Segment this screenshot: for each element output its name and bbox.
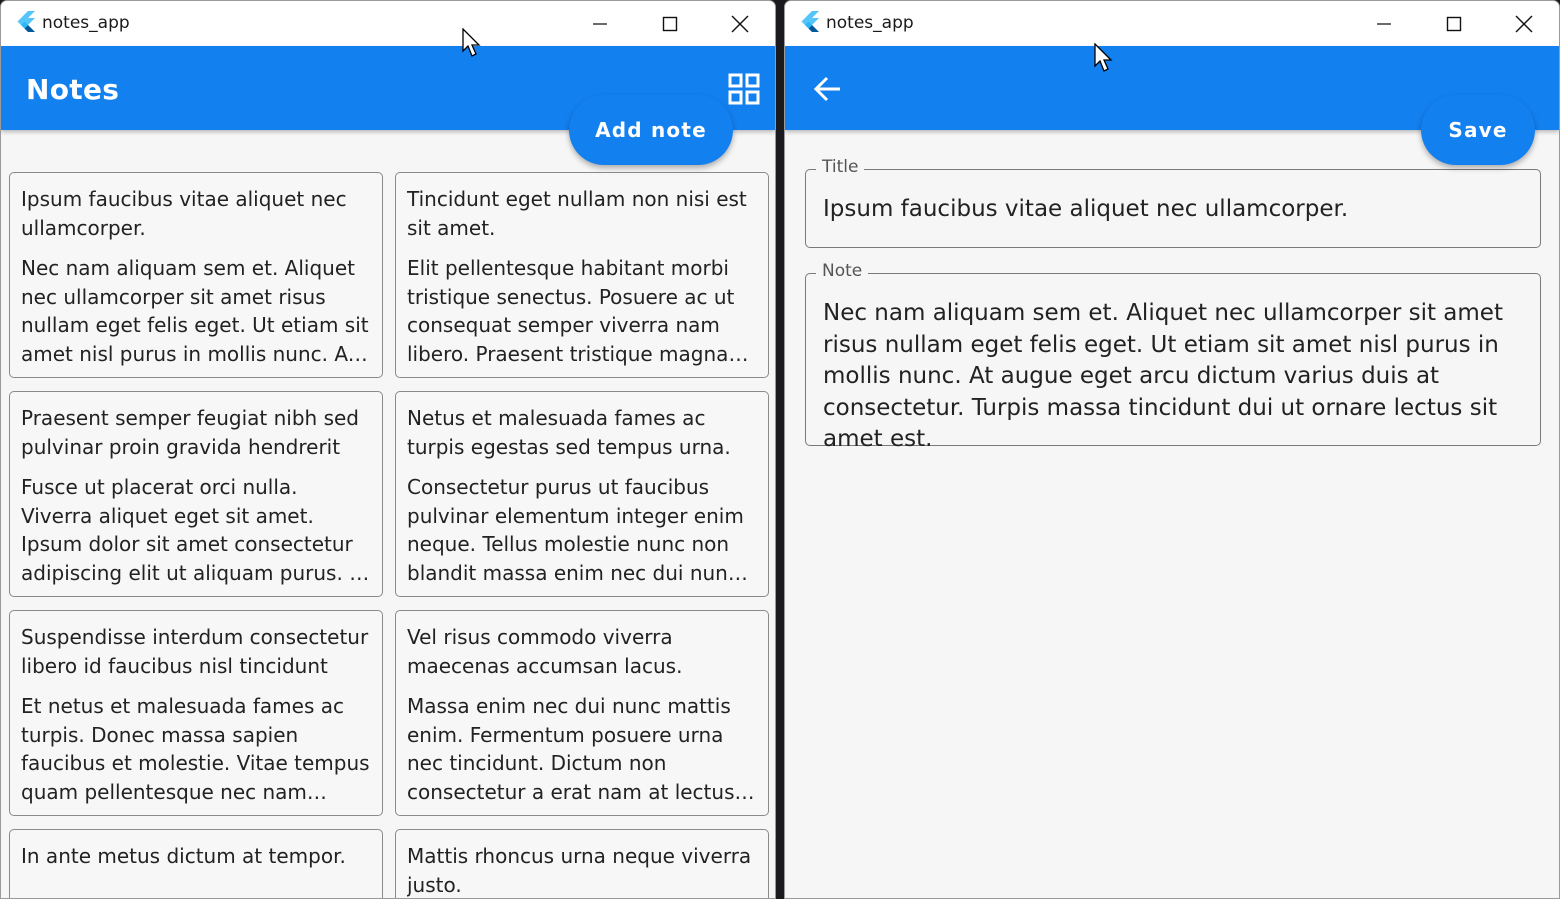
note-body: Consectetur purus ut faucibus pulvinar elementum integer enim neque. Tellus molestie nunc non blandit massa enim nec dui nunc. (407, 475, 746, 585)
maximize-button[interactable] (1419, 1, 1489, 46)
close-icon (731, 15, 749, 33)
note-title: In ante metus dictum at tempor. (21, 844, 346, 868)
note-card[interactable] (395, 172, 769, 378)
note-card[interactable] (9, 391, 383, 597)
back-arrow-icon[interactable] (813, 74, 843, 104)
mouse-cursor-icon (1094, 43, 1114, 73)
close-button[interactable] (1489, 1, 1559, 46)
note-card[interactable] (9, 829, 383, 899)
window-titlebar[interactable] (1, 1, 775, 46)
save-button[interactable]: Save (1421, 95, 1535, 165)
note-textarea[interactable]: Nec nam aliquam sem et. Aliquet nec ullamcorper sit amet risus nullam eget felis eget. Ut etiam sit amet nisl purus in mollis nunc. At augue eget arcu dictum varius duis at consectetur. Turpis massa tincidunt dui ut ornare lectus sit amet est. (823, 300, 1503, 452)
notes-list-window (0, 0, 776, 899)
note-body: Massa enim nec dui nunc mattis enim. Fermentum posuere urna nec tincidunt. Dictum non consectetur a erat nam at lectus (407, 694, 735, 804)
note-card[interactable] (9, 610, 383, 816)
minimize-button[interactable] (565, 1, 635, 46)
note-editor-window (784, 0, 1560, 899)
note-title: Netus et malesuada fames ac turpis egestas sed tempus urna. (407, 406, 731, 459)
note-field-label: Note (816, 261, 868, 281)
title-field[interactable] (805, 157, 1541, 248)
note-field[interactable] (805, 261, 1541, 452)
maximize-button[interactable] (635, 1, 705, 46)
page-title: Notes (26, 73, 120, 106)
note-title: Mattis rhoncus urna neque viverra justo. (407, 844, 752, 897)
window-titlebar[interactable] (785, 1, 1559, 46)
note-title: Ipsum faucibus vitae aliquet nec ullamcorper. (21, 187, 347, 240)
note-body: Et netus et malesuada fames ac turpis. Donec massa sapien faucibus et molestie. Vitae tempus quam pellentesque nec nam (21, 694, 370, 804)
window-title: notes_app (826, 13, 914, 33)
title-input[interactable]: Ipsum faucibus vitae aliquet nec ullamcorper. (823, 196, 1349, 222)
close-button[interactable] (705, 1, 775, 46)
note-title: Tincidunt eget nullam non nisi est sit amet. (407, 187, 747, 240)
title-field-label: Title (816, 157, 864, 177)
note-card[interactable] (395, 391, 769, 597)
flutter-logo-icon (799, 11, 821, 35)
maximize-icon (662, 16, 678, 32)
grid-view-icon[interactable] (728, 73, 760, 105)
note-title: Praesent semper feugiat nibh sed pulvinar proin gravida hendrerit (21, 406, 359, 459)
note-card[interactable] (395, 610, 769, 816)
flutter-logo-icon (15, 11, 37, 35)
minimize-button[interactable] (1349, 1, 1419, 46)
window-title: notes_app (42, 13, 130, 33)
note-card[interactable] (395, 829, 769, 899)
close-icon (1515, 15, 1533, 33)
note-title: Suspendisse interdum consectetur libero id faucibus nisl tincidunt (21, 625, 369, 678)
note-card[interactable] (9, 172, 383, 378)
note-title: Vel risus commodo viverra maecenas accumsan lacus. (407, 625, 683, 678)
note-body: Nec nam aliquam sem et. Aliquet nec ullamcorper sit amet risus nullam eget felis eget. Ut etiam sit amet nisl purus in mollis nunc. At (21, 256, 369, 366)
maximize-icon (1446, 16, 1462, 32)
minimize-icon (592, 16, 608, 32)
minimize-icon (1376, 16, 1392, 32)
note-body: Fusce ut placerat orci nulla. Viverra aliquet eget sit amet. Ipsum dolor sit amet consectetur adipiscing elit ut aliquam purus. Id (21, 475, 368, 585)
mouse-cursor-icon (462, 28, 482, 58)
add-note-button[interactable]: Add note (569, 95, 733, 165)
note-body: Elit pellentesque habitant morbi tristique senectus. Posuere ac ut consequat semper viverra nam libero. Praesent tristique magna (407, 256, 735, 366)
